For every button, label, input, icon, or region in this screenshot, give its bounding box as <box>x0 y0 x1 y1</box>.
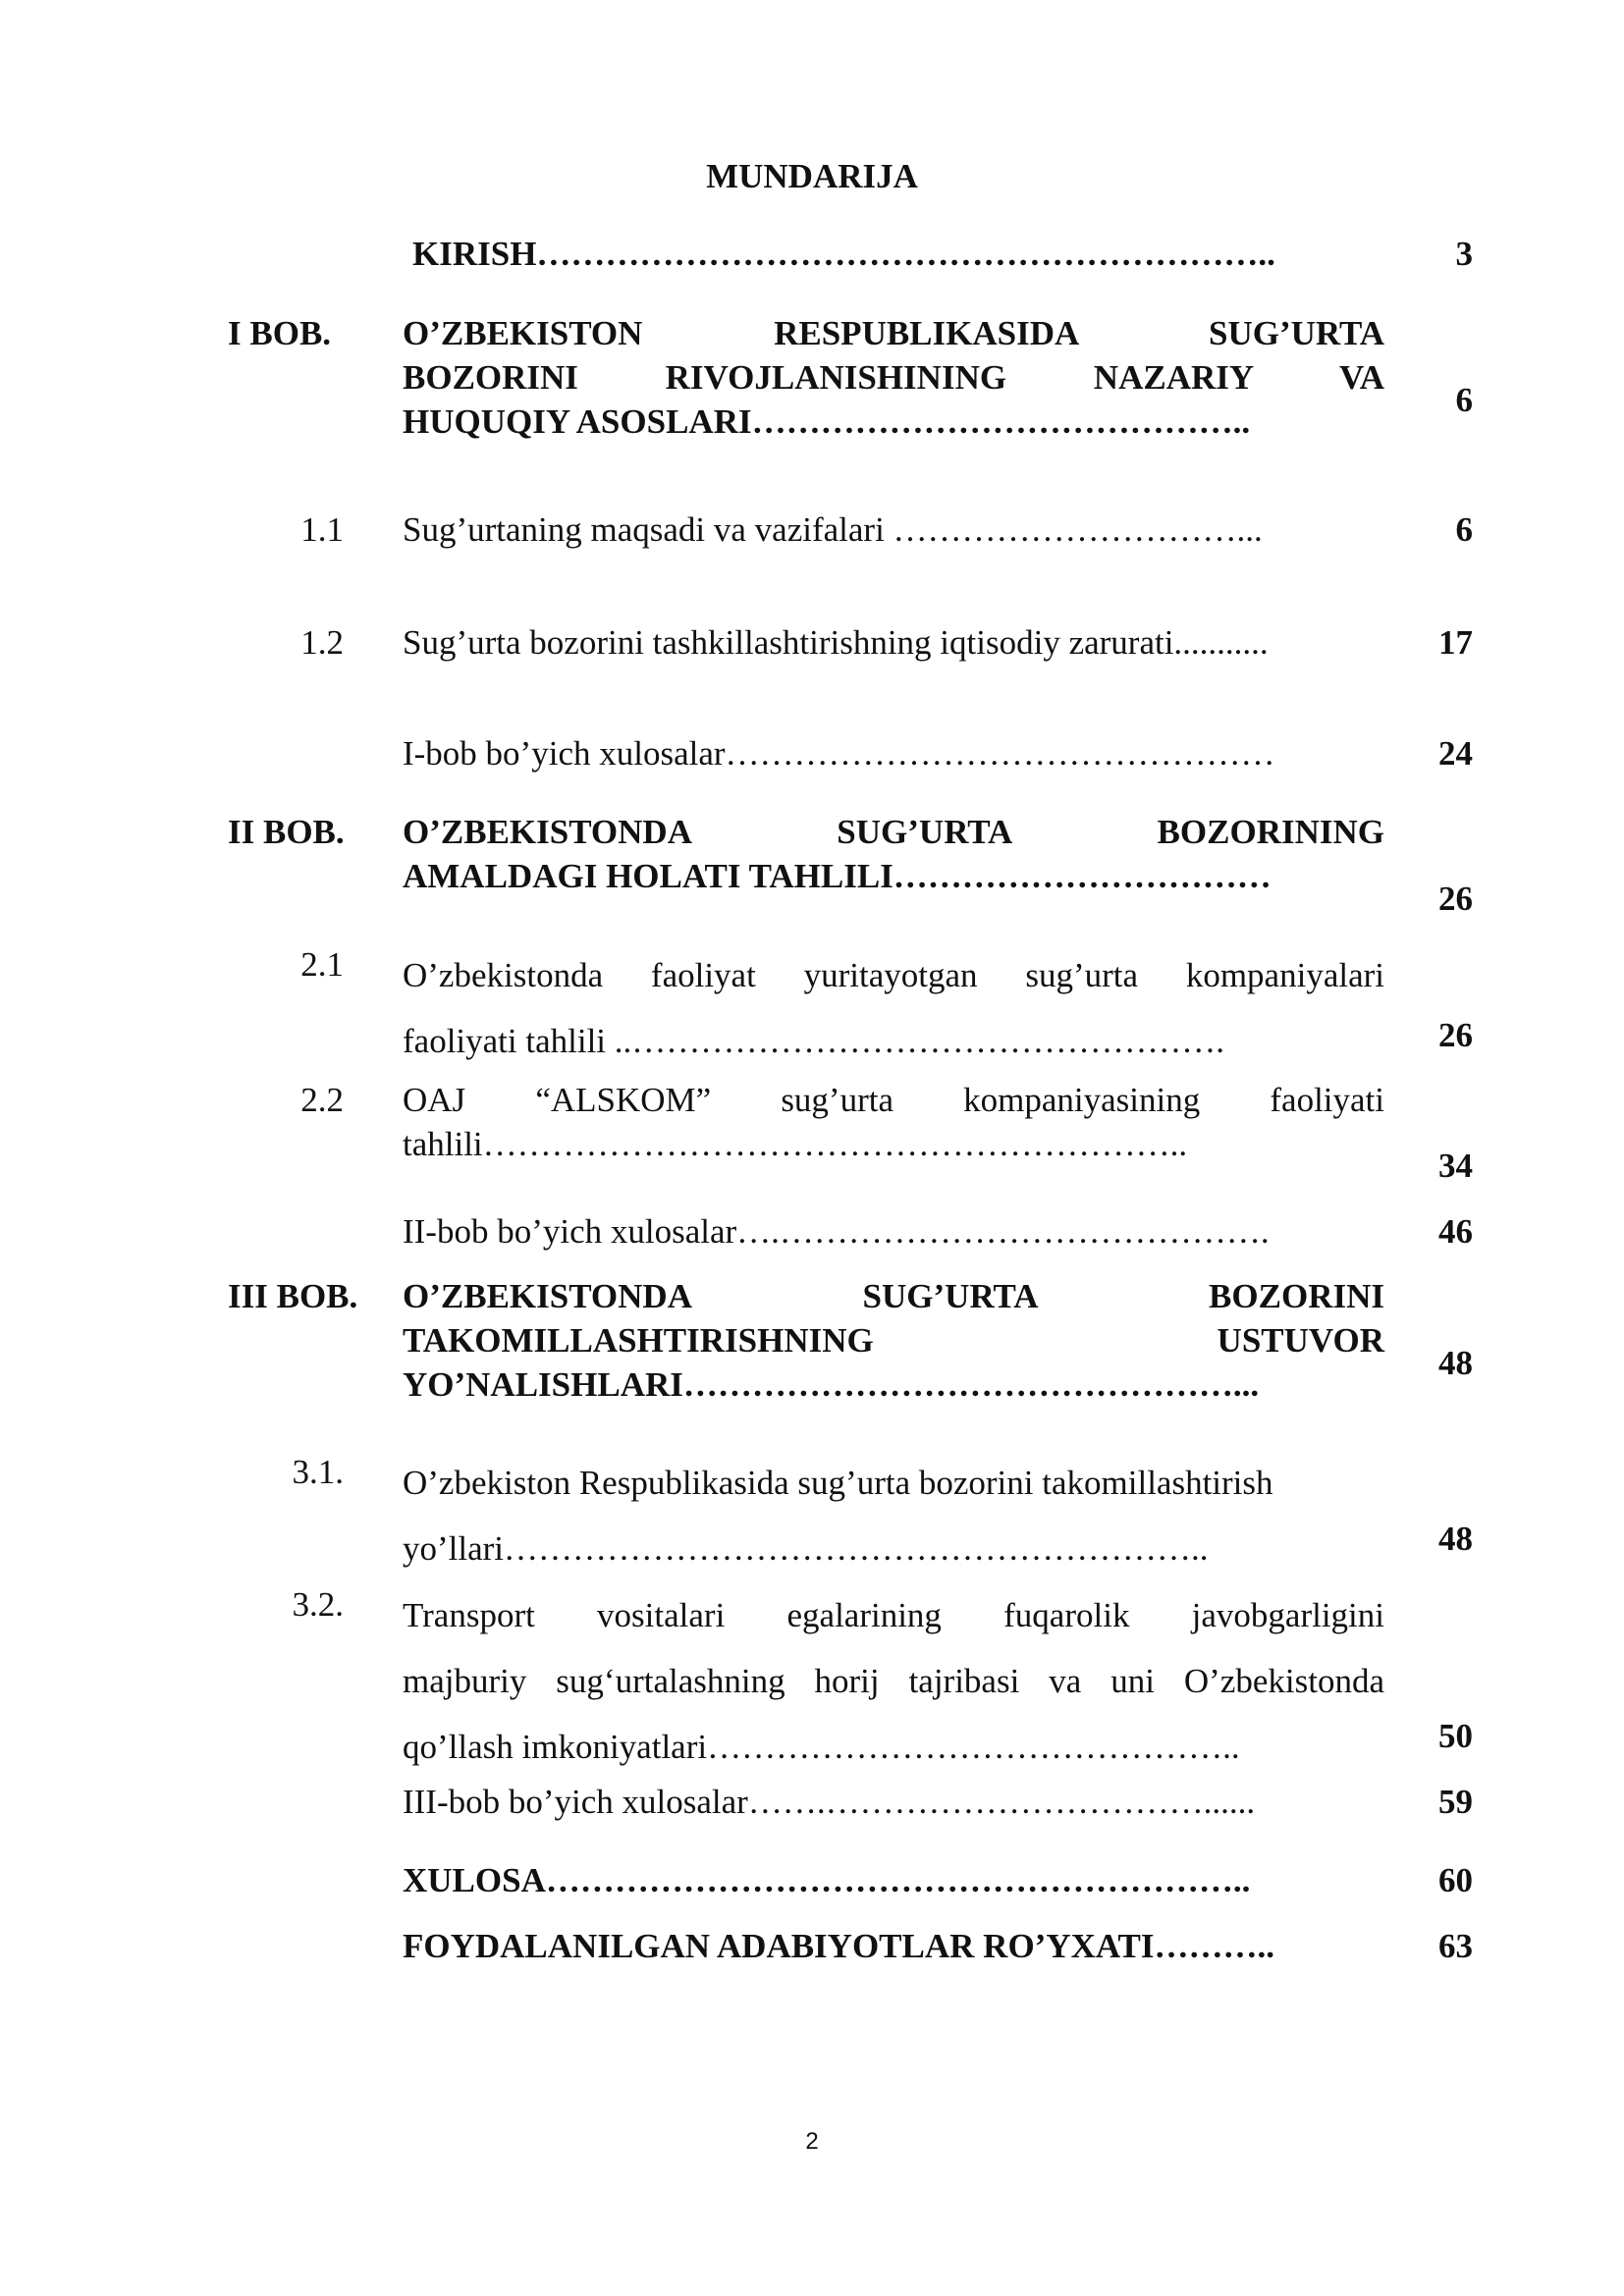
toc-section-number: 3.2. <box>292 1585 344 1624</box>
toc-entry-line: O’ZBEKISTONDA SUG’URTA BOZORINI <box>403 1277 1384 1315</box>
toc-page-number: 48 <box>1438 1520 1473 1558</box>
toc-section-number: 3.1. <box>292 1453 344 1491</box>
toc-entry-line: AMALDAGI HOLATI TAHLILI…………………………… <box>403 857 1272 895</box>
toc-entry-section-2-2 <box>403 1078 1384 1166</box>
toc-entry-line: XULOSA…………………………………………………….. <box>403 1861 1251 1899</box>
toc-entry-references <box>403 1924 1384 1968</box>
toc-entry-line: O’zbekistonda faoliyat yuritayotgan sug’urta kompaniyalari <box>403 956 1384 994</box>
toc-page-number: 50 <box>1438 1717 1473 1755</box>
toc-chapter-number: III BOB. <box>228 1277 358 1315</box>
toc-chapter-number: II BOB. <box>228 813 345 851</box>
toc-entry-chapter-2-summary <box>403 1209 1384 1254</box>
toc-entry-line: qo’llash imkoniyatlari……………………………………….. <box>403 1728 1240 1766</box>
toc-entry-line: majburiy sug‘urtalashning horij tajribasi va uni O’zbekistonda <box>403 1662 1384 1700</box>
toc-page-number: 60 <box>1438 1861 1473 1899</box>
toc-page-number: 59 <box>1438 1783 1473 1821</box>
toc-entry-chapter-3 <box>403 1274 1384 1407</box>
toc-page-number: 34 <box>1438 1147 1473 1185</box>
page-title: MUNDARIJA <box>706 157 918 195</box>
toc-page-number: 26 <box>1438 880 1473 918</box>
toc-entry-section-1-2 <box>403 620 1384 665</box>
toc-entry-line: yo’llari…………………………………………………….. <box>403 1529 1209 1568</box>
toc-entry-chapter-1 <box>403 311 1384 444</box>
toc-entry-chapter-1-summary <box>403 731 1384 775</box>
toc-entry-text: KIRISH……………………………………………………….. <box>412 235 1275 273</box>
toc-entry-line: HUQUQIY ASOSLARI…………………………………….. <box>403 402 1251 441</box>
toc-entry-section-3-2 <box>403 1582 1384 1780</box>
page-footer-number: 2 <box>805 2128 819 2155</box>
toc-section-number: 1.1 <box>300 510 344 549</box>
toc-page-number: 26 <box>1438 1016 1473 1054</box>
toc-entry-section-2-1 <box>403 942 1384 1074</box>
toc-entry-line: I-bob bo’yich xulosalar………………………………………… <box>403 734 1275 773</box>
toc-entry-chapter-2 <box>403 810 1384 898</box>
toc-entry-conclusion <box>403 1858 1384 1902</box>
toc-page-number: 3 <box>1455 235 1473 273</box>
toc-entry-line: Sug’urta bozorini tashkillashtirishning iqtisodiy zarurati........... <box>403 623 1269 662</box>
toc-entry-line: faoliyati tahlili ..……………………………………………. <box>403 1022 1225 1060</box>
toc-entry-kirish <box>412 232 1394 276</box>
toc-entry-line: FOYDALANILGAN ADABIYOTLAR RO’YXATI……….. <box>403 1927 1275 1965</box>
toc-entry-section-3-1 <box>403 1450 1384 1581</box>
toc-entry-line: YO’NALISHLARI…………………………………………... <box>403 1365 1260 1404</box>
toc-entry-line: Transport vositalari egalarining fuqarolik javobgarligini <box>403 1596 1384 1634</box>
toc-entry-line: Sug’urtaning maqsadi va vazifalari …………………………... <box>403 510 1263 549</box>
toc-page-number: 24 <box>1438 734 1473 773</box>
toc-page-number: 63 <box>1438 1927 1473 1965</box>
toc-section-number: 2.2 <box>300 1081 344 1119</box>
toc-chapter-number: I BOB. <box>228 314 332 352</box>
toc-entry-line: BOZORINI RIVOJLANISHINING NAZARIY VA <box>403 358 1384 397</box>
toc-entry-line: tahlili…………………………………………………….. <box>403 1125 1188 1163</box>
toc-entry-line: II-bob bo’yich xulosalar….……………………………………. <box>403 1212 1270 1251</box>
toc-entry-line: O’zbekiston Respublikasida sug’urta bozorini takomillashtirish <box>403 1464 1273 1502</box>
toc-entry-line: OAJ “ALSKOM” sug’urta kompaniyasining faoliyati <box>403 1081 1384 1119</box>
toc-entry-line: O’ZBEKISTONDA SUG’URTA BOZORINING <box>403 813 1384 851</box>
toc-entry-section-1-1 <box>403 507 1384 552</box>
toc-page-number: 6 <box>1455 510 1473 549</box>
toc-section-number: 1.2 <box>300 623 344 662</box>
toc-entry-line: III-bob bo’yich xulosalar…….……………………………...... <box>403 1783 1256 1821</box>
toc-page-number: 17 <box>1438 623 1473 662</box>
toc-page-number: 6 <box>1455 381 1473 419</box>
toc-entry-line: TAKOMILLASHTIRISHNING USTUVOR <box>403 1321 1384 1360</box>
toc-entry-chapter-3-summary <box>403 1780 1384 1824</box>
toc-page-number: 46 <box>1438 1212 1473 1251</box>
toc-section-number: 2.1 <box>300 945 344 984</box>
toc-entry-line: O’ZBEKISTON RESPUBLIKASIDA SUG’URTA <box>403 314 1384 352</box>
toc-page-number: 48 <box>1438 1344 1473 1382</box>
